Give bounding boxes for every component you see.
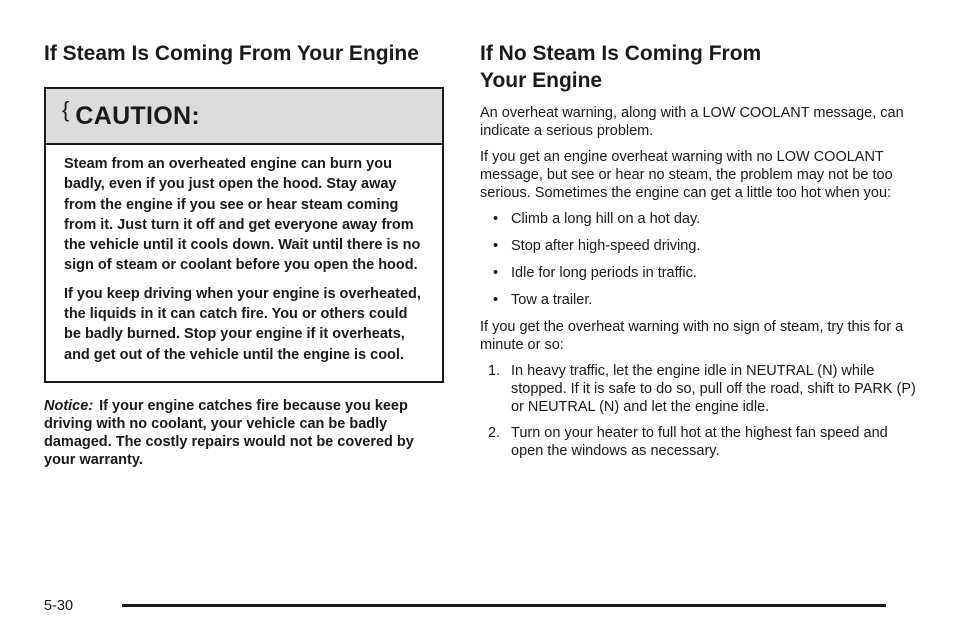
left-column: [44, 40, 448, 469]
list-item-text: Stop after high-speed driving.: [511, 238, 701, 254]
list-item: [480, 264, 920, 282]
list-item-text: Idle for long periods in traffic.: [511, 265, 697, 281]
page-number: 5-30: [44, 598, 74, 614]
notice-paragraph: [44, 397, 448, 469]
list-item: [480, 424, 920, 460]
bullet-icon: •: [493, 238, 499, 254]
step-text: In heavy traffic, let the engine idle in NEUTRAL (N) while stopped. If it is safe to do so, pull off the road, shift to PARK (P) or NEUTRAL (N) and let the engine idle.: [511, 363, 916, 415]
step-number: 1.: [488, 363, 501, 379]
intro-paragraph: An overheat warning, along with a LOW COOLANT message, can indicate a serious problem.: [480, 105, 904, 139]
list-item: [480, 237, 920, 255]
caution-paragraph: Steam from an overheated engine can burn you badly, even if you just open the hood. Stay away from the engine if you see or hear steam coming from it. Just turn it off and get everyone away from the vehicle until it cools down. Wait until there is no sign of steam or coolant before you open the hood.: [64, 156, 421, 274]
list-item-text: Tow a trailer.: [511, 292, 593, 308]
heading-line: Your Engine: [480, 69, 603, 92]
list-item: [480, 362, 920, 416]
section-heading-no-steam: [480, 40, 920, 94]
bullet-icon: •: [493, 265, 499, 281]
step-number: 2.: [488, 425, 501, 441]
right-body: [480, 104, 920, 460]
numbered-list: [480, 362, 920, 460]
section-heading-steam: If Steam Is Coming From Your Engine: [44, 42, 419, 65]
notice-text: If your engine catches fire because you keep driving with no coolant, your vehicle can be badly damaged. The costly repairs would not be covered by your warranty.: [44, 397, 414, 468]
right-column: [480, 40, 920, 468]
caution-header: [46, 89, 442, 145]
bullet-list: [480, 210, 920, 309]
list-item: [480, 210, 920, 228]
heading-line: If No Steam Is Coming From: [480, 42, 762, 65]
bullet-icon: •: [493, 211, 499, 227]
caution-box: [44, 87, 444, 383]
notice-label: Notice:: [44, 397, 94, 414]
bullet-icon: •: [493, 292, 499, 308]
caution-icon: {: [62, 97, 70, 122]
caution-paragraph: If you keep driving when your engine is overheated, the liquids in it can catch fire. You or others could be badly burned. Stop your engine if it overheats, and get out of the vehicle until the engine is cool.: [64, 285, 421, 363]
footer-rule: [122, 604, 886, 607]
caution-title: CAUTION:: [75, 101, 200, 130]
caution-body: [46, 145, 442, 381]
body-paragraph: If you get an engine overheat warning with no LOW COOLANT message, but see or hear no steam, the problem may not be too serious. Sometimes the engine can get a little too hot when you:: [480, 149, 893, 201]
step-text: Turn on your heater to full hot at the highest fan speed and open the windows as necessary.: [511, 425, 888, 459]
list-item: [480, 291, 920, 309]
list-item-text: Climb a long hill on a hot day.: [511, 211, 701, 227]
body-paragraph: If you get the overheat warning with no sign of steam, try this for a minute or so:: [480, 319, 904, 353]
